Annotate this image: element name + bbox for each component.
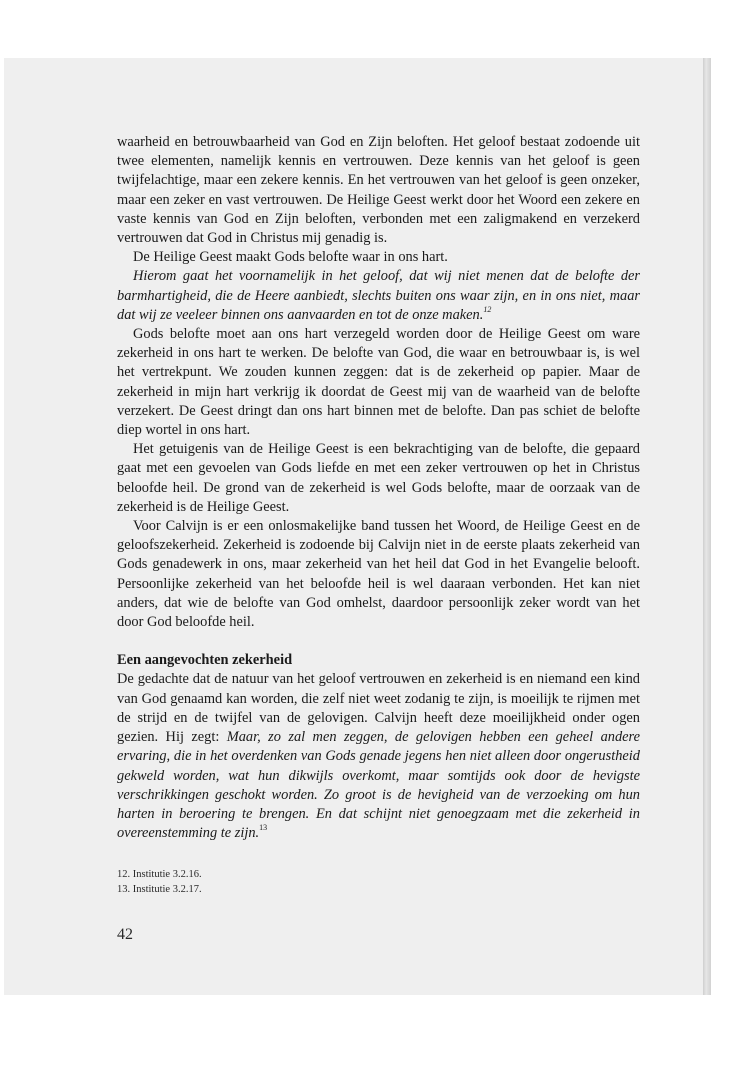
paragraph-7 bbox=[117, 670, 640, 843]
paragraph-6: Voor Calvijn is er een onlosmakelijke band tussen het Woord, de Heilige Geest en de geloofszekerheid. Zekerheid is zodoende bij Calvijn niet in de eerste plaats zekerheid van Gods genadewerk in ons, maar zekerheid van het heil dat God in het Evangelie belooft. Persoonlijke zekerheid van het beloofde heil is wel daaraan verbonden. Het kan niet anders, dat wie de belofte van God omhelst, daardoor persoonlijk zeker wordt van het door God beloofde heil. bbox=[117, 518, 640, 631]
page-number: 42 bbox=[117, 926, 133, 943]
footnote-ref-13: 13 bbox=[259, 823, 268, 833]
body-text bbox=[117, 133, 640, 843]
quote-1 bbox=[117, 267, 640, 325]
footnote-ref-12: 12 bbox=[483, 305, 492, 315]
paragraph-5: Het getuigenis van de Heilige Geest is een bekrachtiging van de belofte, die gepaard gaat met een gevoelen van Gods liefde en met een zeker vertrouwen op het in Christus beloofde heil. De grond van de zekerheid is wel Gods belofte, maar de oorzaak van de zekerheid is de Heilige Geest. bbox=[117, 441, 640, 515]
section-heading: Een aangevochten zekerheid bbox=[117, 652, 293, 669]
paragraph-2: De Heilige Geest maakt Gods belofte waar in ons hart. bbox=[133, 249, 448, 266]
paragraph-7-text: De gedachte dat de natuur van het geloof vertrouwen en zekerheid is en niemand een kind van God genaamd kan worden, die zelf niet weet zodanig te zijn, is moeilijk te rijmen met de strijd en de twijfel van de gelovigen. Calvijn heeft deze moeilijkheid onder ogen gezien. Hij zegt: bbox=[117, 671, 640, 746]
quote-1-text: Hierom gaat het voornamelijk in het geloof, dat wij niet menen dat de belofte der barmhartigheid, die de Heere aanbiedt, slechts buiten ons waar zijn, en in ons niet, maar dat wij ze veeleer binnen ons aanvaarden en tot de onze maken. bbox=[117, 268, 640, 323]
paragraph-4: Gods belofte moet aan ons hart verzegeld worden door de Heilige Geest om ware zekerheid in ons hart te werken. De belofte van God, die waar en betrouwbaar is, is wel het vertrekpunt. We zouden kunnen zeggen: dat is de zekerheid op papier. Maar de zekerheid in mijn hart verkrijg ik doordat de Geest mij van de waarheid van de belofte verzekert. De Geest dringt dan ons hart binnen met de belofte. Dan pas schiet de belofte diep wortel in ons hart. bbox=[117, 326, 640, 439]
footnotes bbox=[117, 867, 640, 897]
footnote-13: 13. Institutie 3.2.17. bbox=[117, 884, 202, 895]
quote-2-text: Maar, zo zal men zeggen, de gelovigen hebben een geheel andere ervaring, die in het overdenken van Gods genade jegens hen niet alleen door ongerustheid gekweld worden, wat hun dikwijls overkomt, maar somtijds ook door de hevigste verschrikkingen geschokt worden. Zo groot is de hevigheid van de verzoeking om hun harten in beroering te brengen. En dat schijnt niet genoegzaam met die zekerheid in overeenstemming te zijn. bbox=[117, 729, 641, 842]
page-edge bbox=[703, 58, 711, 995]
paragraph-1: waarheid en betrouwbaarheid van God en Zijn beloften. Het geloof bestaat zodoende uit twee elementen, namelijk kennis en vertrouwen. Deze kennis van het geloof is geen twijfelachtige, maar een zekere kennis. En het vertrouwen van het geloof is geen onzeker, maar een zeker en vast vertrouwen. De Heilige Geest werkt door het Woord een zekere en vaste kennis van God en Zijn beloften, verbonden met een zaligmakend en verzekerd vertrouwen dat God in Christus mij genadig is. bbox=[117, 134, 640, 247]
footnote-12: 12. Institutie 3.2.16. bbox=[117, 869, 202, 880]
